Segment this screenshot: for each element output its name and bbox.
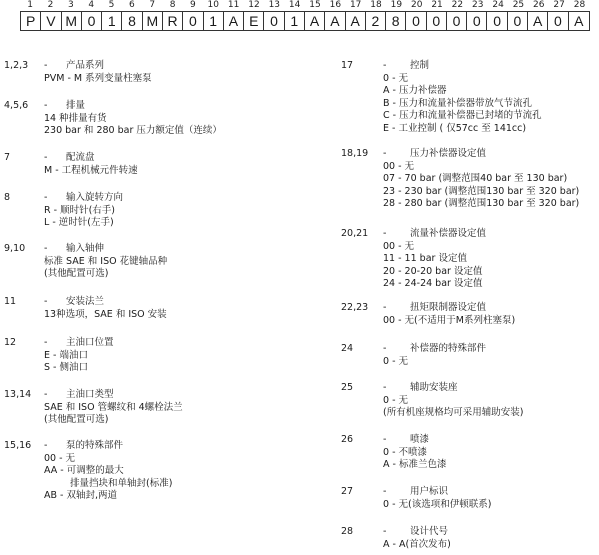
option-line: 0 - 不喷漆 (383, 446, 428, 458)
section-option-lines (44, 113, 222, 138)
section-title: 安装法兰 (66, 296, 105, 307)
position-number: 20 (410, 0, 423, 10)
dash-separator: - (44, 152, 48, 163)
section-option-lines (383, 241, 482, 291)
section-option-lines (383, 499, 491, 512)
code-character-box: M (62, 12, 82, 30)
section-option-lines (383, 315, 515, 328)
option-line: R - 顺时针(右手) (44, 204, 115, 216)
code-character-box: P (21, 12, 41, 30)
section-position-number: 1,2,3 (4, 60, 29, 71)
position-number: 5 (108, 0, 115, 10)
option-line: 07 - 70 bar (调整范围40 bar 至 130 bar) (383, 173, 568, 184)
section-option-lines (383, 73, 542, 136)
option-line: 00 - 无(不适用于M系列柱塞泵) (383, 314, 516, 326)
section-title: 泵的特殊部件 (66, 440, 124, 451)
dash-separator: - (44, 296, 48, 307)
option-line: (其他配置可选) (44, 268, 109, 279)
code-character-box: 2 (366, 12, 386, 30)
position-number: 9 (190, 0, 196, 10)
section-option-lines (383, 356, 408, 369)
code-character-box: 8 (122, 12, 142, 30)
code-character-box: 1 (285, 12, 305, 30)
section-title: 控制 (410, 60, 430, 71)
section-title: 配流盘 (66, 152, 95, 163)
dash-separator: - (383, 302, 387, 313)
option-line: C - 压力和流量补偿器已封堵的节流孔 (383, 110, 542, 121)
section-title: 排量 (66, 100, 86, 111)
section-position-number: 8 (4, 192, 11, 203)
section-position-number: 25 (341, 382, 354, 393)
position-number: 11 (227, 0, 240, 10)
section-position-number: 7 (4, 152, 11, 163)
option-line: 排量挡块和单轴封(标准) (70, 477, 173, 489)
option-line: E - 端油口 (44, 349, 88, 361)
section-title: 喷漆 (410, 434, 430, 445)
section-title: 压力补偿器设定值 (410, 148, 487, 159)
code-character-box: 0 (82, 12, 102, 30)
model-code-boxes (20, 11, 590, 31)
dash-separator: - (44, 337, 48, 348)
position-number: 22 (451, 0, 464, 10)
dash-separator: - (383, 60, 387, 71)
section-position-number: 15,16 (4, 440, 32, 451)
section-position-number: 24 (341, 343, 354, 354)
option-line: 0 - 无 (383, 355, 409, 367)
section-position-number: 27 (341, 486, 354, 497)
position-number: 4 (88, 0, 95, 10)
dash-separator: - (383, 434, 387, 445)
dash-separator: - (44, 389, 48, 400)
code-character-box: A (305, 12, 325, 30)
code-character-box: 0 (548, 12, 568, 30)
section-option-lines (44, 165, 138, 178)
code-character-box: 0 (447, 12, 467, 30)
position-number: 19 (390, 0, 403, 10)
option-line: 0 - 无 (383, 394, 409, 406)
section-position-number: 22,23 (341, 302, 369, 313)
code-character-box: 0 (264, 12, 284, 30)
dash-separator: - (44, 100, 48, 111)
section-title: 产品系列 (66, 60, 105, 71)
option-line: (所有机座规格均可采用辅助安装) (383, 407, 524, 418)
section-option-lines (383, 539, 451, 552)
section-position-number: 26 (341, 434, 354, 445)
option-line: 24 - 24-24 bar 设定值 (383, 278, 483, 289)
option-line: 0 - 无(该选项和伊顿联系) (383, 498, 492, 510)
code-character-box: 0 (508, 12, 528, 30)
dash-separator: - (44, 192, 48, 203)
dash-separator: - (383, 228, 387, 239)
option-line: 14 种排量有货 (44, 112, 107, 124)
position-number: 16 (329, 0, 342, 10)
position-number: 15 (309, 0, 321, 10)
option-line: 23 - 230 bar (调整范围130 bar 至 320 bar) (383, 185, 580, 197)
position-number: 2 (47, 0, 54, 10)
option-line: E - 工业控制 ( 仅57cc 至 141cc) (383, 122, 527, 134)
code-character-box: A (346, 12, 366, 30)
section-position-number: 12 (4, 337, 17, 348)
option-line: 0 - 无 (383, 72, 409, 84)
section-title: 设计代号 (410, 526, 449, 537)
option-line: PVM - M 系列变量柱塞泵 (44, 72, 152, 84)
code-character-box: M (143, 12, 163, 30)
section-option-lines (44, 73, 152, 86)
code-character-box: A (574, 13, 584, 29)
position-number: 3 (67, 0, 74, 10)
option-line: 13种选项，SAE 和 ISO 安装 (44, 308, 167, 320)
option-line: (其他配置可选) (44, 414, 109, 425)
code-character-box: E (244, 12, 264, 30)
option-line: A - A(首次发布) (383, 538, 451, 550)
option-line: L - 逆时针(左手) (44, 217, 114, 228)
dash-separator: - (383, 148, 387, 159)
position-number: 13 (268, 0, 281, 10)
section-position-number: 28 (341, 526, 354, 537)
section-position-number: 20,21 (341, 228, 369, 239)
option-line: 230 bar 和 280 bar 压力额定值（连续） (44, 125, 222, 136)
section-option-lines (44, 256, 167, 281)
position-number: 7 (149, 0, 156, 10)
code-character-box: 1 (204, 12, 224, 30)
section-option-lines (383, 395, 523, 420)
option-line: 20 - 20-20 bar 设定值 (383, 265, 483, 277)
section-title: 流量补偿器设定值 (410, 228, 487, 239)
position-number: 18 (370, 0, 382, 10)
code-character-box: 1 (102, 12, 122, 30)
dash-separator: - (44, 243, 48, 254)
dash-separator: - (383, 486, 387, 497)
section-position-number: 9,10 (4, 243, 26, 254)
section-option-lines (44, 350, 88, 375)
code-character-box: 0 (427, 12, 447, 30)
code-character-box: 0 (183, 12, 203, 30)
section-option-lines (44, 205, 115, 230)
section-position-number: 17 (341, 60, 354, 71)
position-number: 10 (207, 0, 219, 10)
position-number: 1 (27, 0, 34, 10)
section-title: 辅助安装座 (410, 382, 458, 393)
code-character-box: A (325, 12, 345, 30)
section-title: 输入旋转方向 (66, 192, 124, 203)
dash-separator: - (383, 526, 387, 537)
option-line: AA - 可调整的最大 (44, 465, 124, 476)
option-line: A - 压力补偿器 (383, 85, 447, 96)
option-line: M - 工程机械元件转速 (44, 164, 138, 176)
position-number: 6 (129, 0, 135, 10)
section-option-lines (44, 402, 183, 427)
section-title: 主油口类型 (66, 389, 114, 400)
option-line: B - 压力和流量补偿器带放气节流孔 (383, 97, 532, 109)
position-number: 27 (553, 0, 565, 10)
section-option-lines (383, 161, 579, 211)
dash-separator: - (383, 382, 387, 393)
position-number: 21 (431, 0, 443, 10)
section-position-number: 13,14 (4, 389, 32, 400)
code-character-box: 8 (386, 12, 406, 30)
option-line: S - 侧油口 (44, 362, 88, 373)
section-title: 补偿器的特殊部件 (410, 343, 487, 354)
dash-separator: - (383, 343, 387, 354)
section-title: 输入轴伸 (66, 243, 105, 254)
option-line: 00 - 无 (383, 240, 415, 252)
code-character-box: R (163, 12, 183, 30)
position-number: 17 (349, 0, 362, 10)
model-code-strip (20, 0, 590, 31)
position-number: 14 (288, 0, 301, 10)
code-character-box: 0 (406, 12, 426, 30)
dash-separator: - (44, 60, 48, 71)
option-line: A - 标准兰色漆 (383, 459, 447, 470)
option-line: 00 - 无 (383, 160, 415, 172)
section-option-lines (44, 453, 172, 503)
position-number: 25 (512, 0, 525, 10)
section-title: 用户标识 (410, 486, 449, 497)
option-line: 标准 SAE 和 ISO 花键轴品种 (44, 255, 168, 267)
dash-separator: - (44, 440, 48, 451)
position-number: 24 (492, 0, 504, 10)
code-character-box: 0 (487, 12, 507, 30)
section-title: 主油口位置 (66, 337, 114, 348)
section-option-lines (44, 309, 167, 322)
option-line: 00 - 无 (44, 452, 76, 464)
section-position-number: 4,5,6 (4, 100, 29, 111)
position-number: 23 (472, 0, 484, 10)
section-position-number: 18,19 (341, 148, 369, 159)
position-number: 26 (533, 0, 545, 10)
option-line: 28 - 280 bar (调整范围130 bar 至 320 bar) (383, 198, 580, 209)
position-number: 8 (169, 0, 176, 10)
option-line: AB - 双轴封,两道 (44, 490, 118, 501)
code-character-box: A (224, 12, 244, 30)
position-number: 12 (248, 0, 260, 10)
section-title: 扭矩限制器设定值 (410, 302, 487, 313)
section-position-number: 11 (4, 296, 17, 307)
code-character-box: 0 (467, 12, 487, 30)
section-option-lines (383, 447, 446, 472)
code-character-box: V (41, 12, 61, 30)
position-number-row (20, 0, 590, 10)
option-line: SAE 和 ISO 管螺纹和 4螺栓法兰 (44, 401, 183, 413)
position-number: 28 (573, 0, 586, 10)
option-line: 11 - 11 bar 设定值 (383, 253, 467, 264)
code-character-box: A (528, 12, 548, 30)
